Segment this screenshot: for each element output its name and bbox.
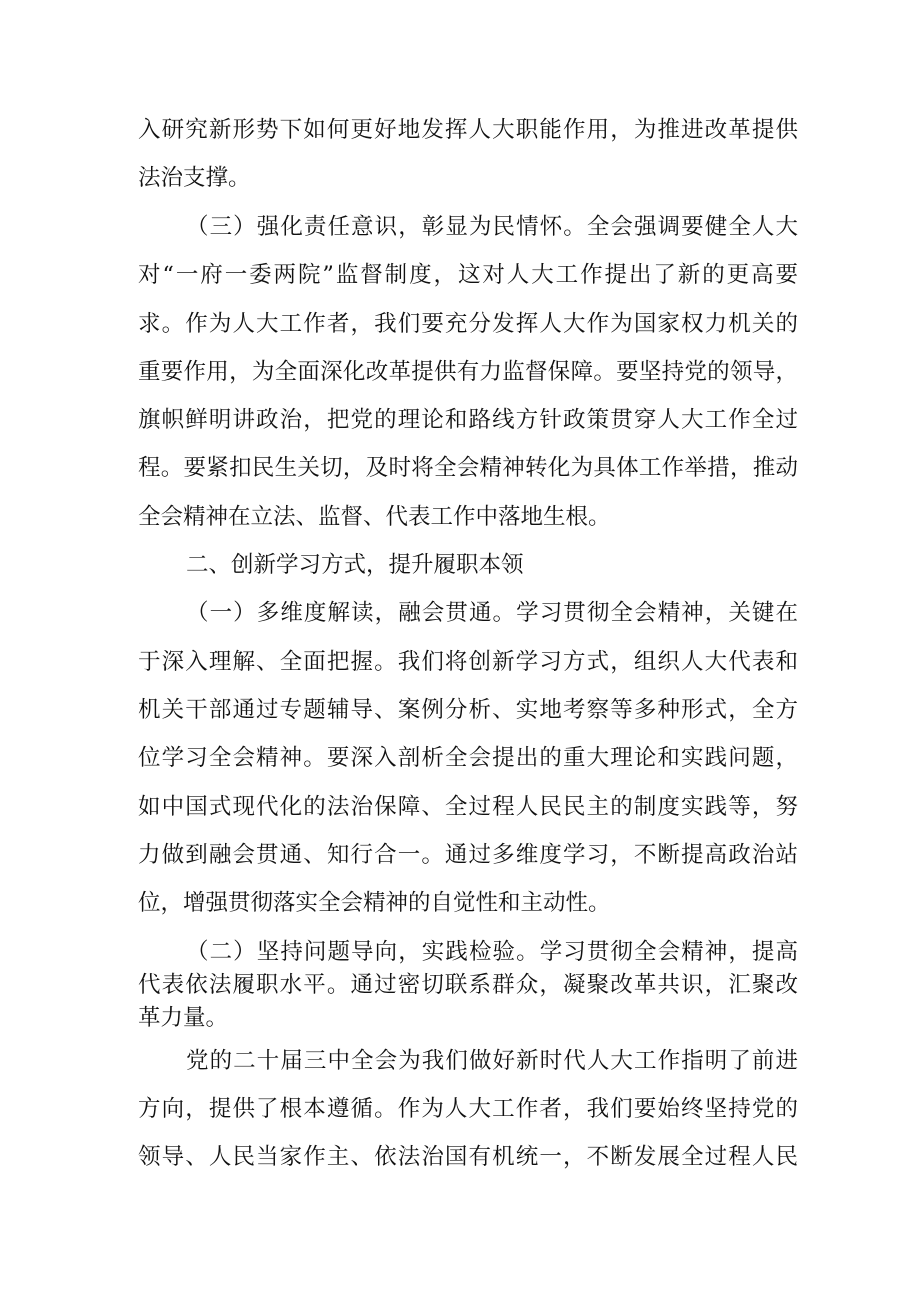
text-line: 求。作为人大工作者，我们要充分发挥人大作为国家权力机关的 [138, 311, 798, 337]
text-line: 全会精神在立法、监督、代表工作中落地生根。 [138, 504, 611, 530]
text-line: 重要作用，为全面深化改革提供有力监督保障。要坚持党的领导， [138, 359, 798, 385]
section-heading: 二、创新学习方式，提升履职本领 [186, 552, 524, 578]
text-line: 代表依法履职水平。通过密切联系群众，凝聚改革共识，汇聚改 [138, 972, 798, 998]
text-line: 革力量。 [138, 1005, 229, 1031]
text-line: 入研究新形势下如何更好地发挥人大职能作用，为推进改革提供 [138, 117, 798, 143]
paragraph-heading: （三）强化责任意识，彰显为民情怀。全会强调要健全人大 [186, 214, 798, 240]
text-line: 领导、人民当家作主、依法治国有机统一，不断发展全过程人民 [138, 1144, 798, 1170]
text-line: 方向，提供了根本遵循。作为人大工作者，我们要始终坚持党的 [138, 1096, 798, 1122]
text-line: 机关干部通过专题辅导、案例分析、实地考察等多种形式，全方 [138, 697, 798, 723]
text-line: 法治支撑。 [138, 165, 251, 191]
text-line: 于深入理解、全面把握。我们将创新学习方式，组织人大代表和 [138, 649, 798, 675]
text-line: 力做到融会贯通、知行合一。通过多维度学习，不断提高政治站 [138, 842, 798, 868]
text-line: 程。要紧扣民生关切，及时将全会精神转化为具体工作举措，推动 [138, 455, 798, 481]
paragraph-heading: （一）多维度解读，融会贯通。学习贯彻全会精神，关键在 [186, 600, 798, 626]
text-line: 位，增强贯彻落实全会精神的自觉性和主动性。 [138, 890, 611, 916]
text-line: 旗帜鲜明讲政治，把党的理论和路线方针政策贯穿人大工作全过 [138, 407, 798, 433]
paragraph-heading: （二）坚持问题导向，实践检验。学习贯彻全会精神，提高 [186, 939, 798, 965]
text-line: 如中国式现代化的法治保障、全过程人民民主的制度实践等，努 [138, 794, 798, 820]
text-line: 位学习全会精神。要深入剖析全会提出的重大理论和实践问题， [138, 745, 798, 771]
paragraph-start: 党的二十届三中全会为我们做好新时代人大工作指明了前进 [186, 1048, 798, 1074]
text-line: 对“一府一委两院”监督制度，这对人大工作提出了新的更高要 [138, 262, 798, 288]
